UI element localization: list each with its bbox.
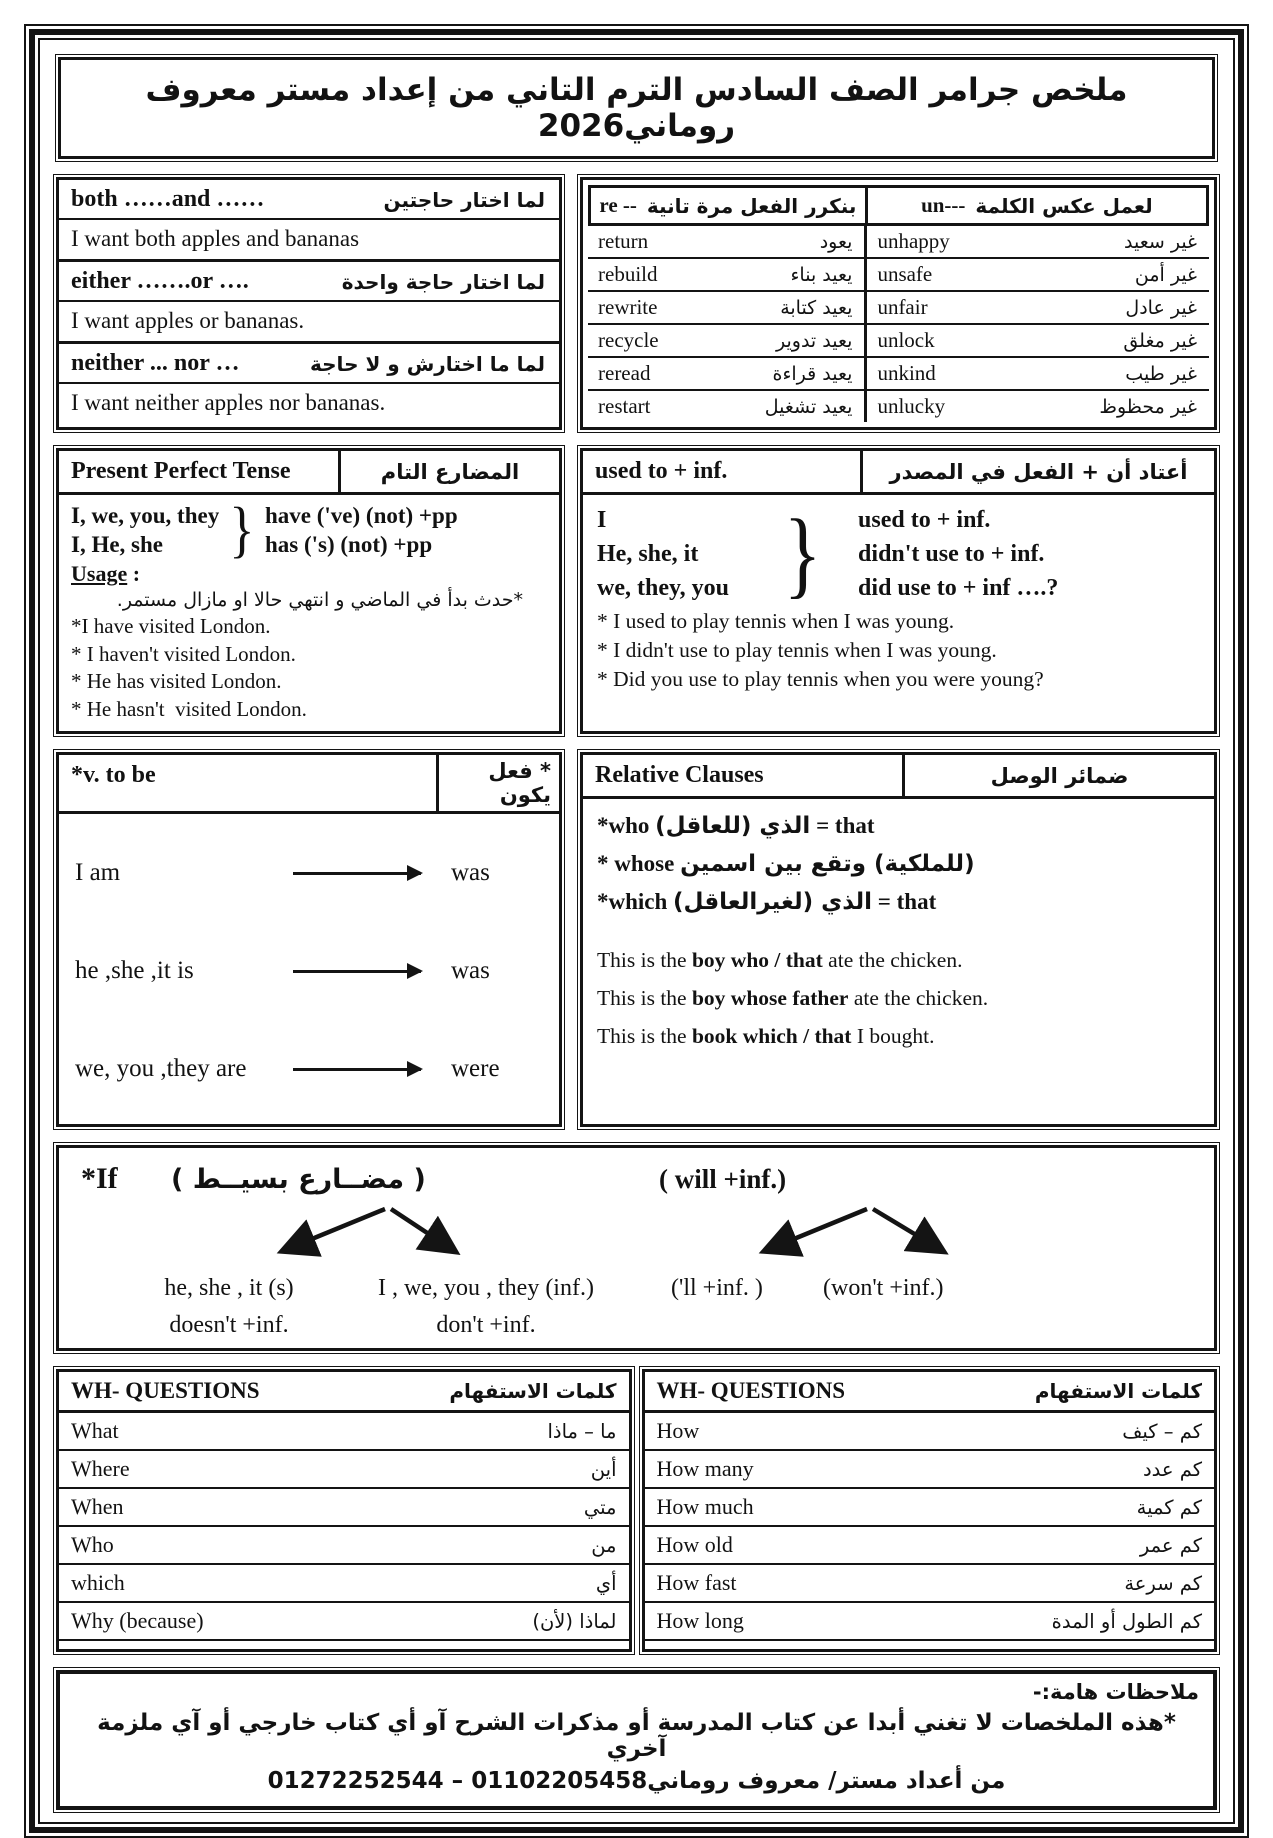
- row-1: [56, 177, 1217, 430]
- if-conditional-box: [56, 1145, 1217, 1351]
- used-to-title-arabic: أعتاد أن + الفعل في المصدر: [889, 459, 1188, 484]
- example-sentence: * I didn't use to play tennis when I was young.: [597, 638, 997, 662]
- usage-arabic: *حدث بدأ في الماضي و انتهي حالا او مازال مستمر.: [116, 589, 523, 611]
- table-row: return يعود unhappy غير سعيد: [588, 226, 1209, 259]
- usage-label: Usage :: [71, 561, 141, 586]
- neither-nor-section: [59, 344, 559, 423]
- table-row: reread يعيد قراءة unkind غير طيب: [588, 358, 1209, 391]
- table-row: How fast كم سرعة: [645, 1565, 1215, 1603]
- wh-title: WH- QUESTIONS: [656, 1378, 846, 1403]
- table-row: How much كم كمية: [645, 1489, 1215, 1527]
- if-present-simple-arabic: ( مضــارع بسيــط ): [171, 1164, 426, 1195]
- important-notes-box: [56, 1670, 1217, 1810]
- table-row: which أي: [59, 1565, 629, 1603]
- wh-questions-table-right: [642, 1369, 1218, 1652]
- row-3: [56, 752, 1217, 1127]
- verb-to-be-title-arabic: * فعل يكون: [488, 759, 551, 807]
- wh-title-arabic: كلمات الاستفهام: [449, 1379, 617, 1403]
- if-result-affirmative: ('ll +inf. ): [671, 1275, 763, 1301]
- if-condition-third-person: he, she , it (s) doesn't +inf.: [164, 1275, 294, 1338]
- present-perfect-box: [56, 448, 562, 734]
- right-arrow-icon: [293, 1068, 421, 1071]
- right-arrow-icon: [293, 970, 421, 973]
- present-perfect-formula: I, we, you, they I, He, she } have ('ve) (not) +pp has ('s) (not) +pp: [71, 496, 458, 564]
- if-result-negative: (won't +inf.): [823, 1275, 944, 1301]
- either-or-example: I want apples or bananas.: [71, 308, 305, 333]
- brace: }: [229, 496, 255, 564]
- present-perfect-title: Present Perfect Tense: [59, 451, 341, 492]
- verb-row: we, you ,they are were: [75, 1055, 500, 1082]
- will-inf-label: ( will +inf.): [659, 1164, 787, 1194]
- table-row: Who من: [59, 1527, 629, 1565]
- neither-nor-label: neither ... nor …: [71, 350, 240, 376]
- either-or-label: either …….or ….: [71, 268, 249, 294]
- relative-clauses-box: [580, 752, 1217, 1127]
- page-title: ملخص جرامر الصف السادس الترم التاني من إعداد مستر معروف روماني2026: [145, 72, 1128, 144]
- wh-questions-table-left: [56, 1369, 632, 1652]
- if-condition-plural: I , we, you , they (inf.) don't +inf.: [378, 1275, 594, 1338]
- table-row: Why (because) لماذا (لأن): [59, 1603, 629, 1641]
- notes-line: *هذه الملخصات لا تغني أبدا عن كتاب المدرسة أو مذكرات الشرح آو أي كتاب خارجي أو آي ملزمة آخري: [97, 1710, 1176, 1762]
- used-to-box: [580, 448, 1217, 734]
- branch-arrows-icon: [267, 1206, 467, 1260]
- title-box: [58, 57, 1215, 159]
- verb-row: I am was: [75, 859, 490, 886]
- neither-nor-example: I want neither apples nor bananas.: [71, 390, 386, 415]
- re-header-label: re --: [599, 193, 637, 217]
- either-or-arabic: لما اختار حاجة واحدة: [341, 269, 545, 294]
- both-and-arabic: لما اختار حاجتين: [383, 187, 545, 212]
- table-row: What ما – ماذا: [59, 1413, 629, 1451]
- both-and-section: [59, 180, 559, 262]
- relative-clauses-title-arabic: ضمائر الوصل: [990, 763, 1129, 788]
- table-row: How old كم عمر: [645, 1527, 1215, 1565]
- table-row: rewrite يعيد كتابة unfair غير عادل: [588, 292, 1209, 325]
- relative-rule: *who الذي (للعاقل) = that: [597, 813, 875, 839]
- un-header-arabic: لعمل عكس الكلمة: [975, 193, 1153, 218]
- example-sentence: This is the boy whose father ate the chicken.: [597, 986, 989, 1010]
- used-to-formula: I He, she, it we, they, you } used to + inf. didn't use to + inf. did use to + inf ….?: [597, 500, 1059, 608]
- row-5: [56, 1369, 1217, 1652]
- wh-title: WH- QUESTIONS: [71, 1378, 260, 1403]
- verb-to-be-box: [56, 752, 562, 1127]
- table-row: Where أين: [59, 1451, 629, 1489]
- present-perfect-title-arabic: المضارع التام: [380, 459, 520, 484]
- prefix-table-header: [588, 185, 1209, 226]
- un-header-label: un---: [921, 193, 966, 217]
- example-sentence: * I haven't visited London.: [71, 641, 296, 666]
- row-2: [56, 448, 1217, 734]
- verb-row: he ,she ,it is was: [75, 957, 490, 984]
- example-sentence: * I used to play tennis when I was young.: [597, 609, 955, 633]
- relative-clauses-title: Relative Clauses: [583, 755, 905, 796]
- example-sentence: * Did you use to play tennis when you were young?: [597, 667, 1044, 691]
- used-to-title: used to + inf.: [583, 451, 863, 492]
- if-label: *If: [81, 1162, 118, 1195]
- re-header-arabic: بنكرر الفعل مرة تانية: [646, 193, 857, 218]
- notes-contact-line: من أعداد مستر/ معروف روماني01102205458 – 01272252544: [267, 1768, 1006, 1794]
- prefix-table: [580, 177, 1217, 430]
- example-sentence: This is the boy who / that ate the chicken.: [597, 948, 963, 972]
- relative-rule: * whose (للملكية) وتقع بين اسمين: [597, 851, 975, 877]
- table-row: When متي: [59, 1489, 629, 1527]
- table-row: How many كم عدد: [645, 1451, 1215, 1489]
- table-row: How كم – كيف: [645, 1413, 1215, 1451]
- wh-title-arabic: كلمات الاستفهام: [1034, 1379, 1202, 1403]
- branch-arrows-icon: [747, 1206, 959, 1260]
- both-and-label: both ……and ……: [71, 186, 265, 212]
- verb-to-be-title: *v. to be: [59, 755, 439, 811]
- right-arrow-icon: [293, 872, 421, 875]
- example-sentence: *I have visited London.: [71, 614, 271, 638]
- relative-rule: *which الذي (لغيرالعاقل) = that: [597, 889, 937, 915]
- table-row: recycle يعيد تدوير unlock غير مغلق: [588, 325, 1209, 358]
- page-frame: [24, 24, 1249, 1838]
- brace: }: [783, 500, 822, 608]
- example-sentence: * He has visited London.: [71, 669, 282, 693]
- example-sentence: * He hasn't visited London.: [71, 696, 307, 721]
- table-row: restart يعيد تشغيل unlucky غير محظوظ: [588, 391, 1209, 422]
- both-and-example: I want both apples and bananas: [71, 226, 360, 251]
- notes-title: ملاحظات هامة:-: [1032, 1680, 1199, 1704]
- table-row: rebuild يعيد بناء unsafe غير أمن: [588, 259, 1209, 292]
- conjunctions-box: [56, 177, 562, 430]
- example-sentence: This is the book which / that I bought.: [597, 1024, 935, 1048]
- table-row: How long كم الطول أو المدة: [645, 1603, 1215, 1641]
- neither-nor-arabic: لما ما اختارش و لا حاجة: [310, 351, 545, 376]
- either-or-section: [59, 262, 559, 344]
